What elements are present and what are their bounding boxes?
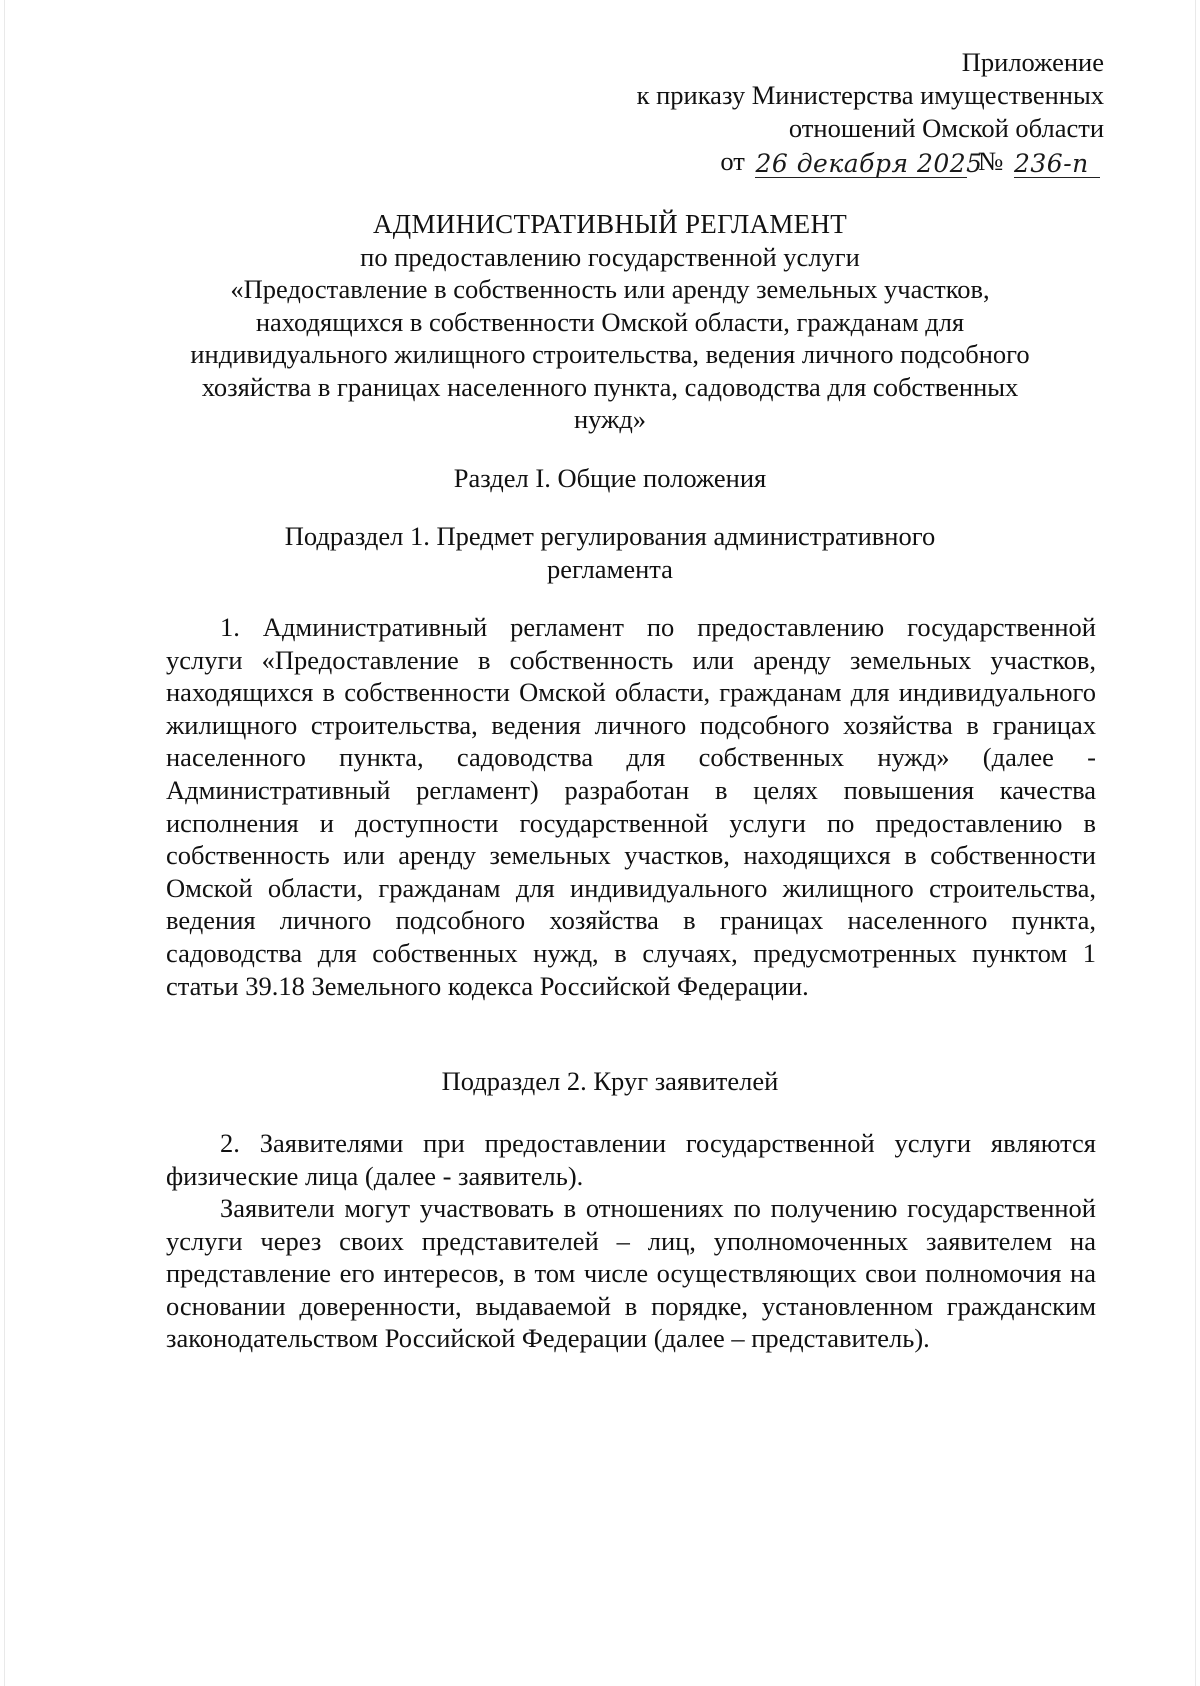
service-name-line-1: «Предоставление в собственность или аренду земельных участков,: [230, 274, 990, 304]
handwritten-date: 26 декабря 2025: [755, 149, 983, 178]
scan-edge-left: [4, 0, 5, 1686]
subsection-1-title: [120, 520, 1100, 585]
number-prefix: №: [978, 146, 1004, 176]
subsection-1-title-line-2: регламента: [547, 553, 673, 584]
service-name-line-2: находящихся в собственности Омской области, гражданам для: [255, 306, 965, 337]
document-title-block: [120, 208, 1100, 436]
service-name-line-3: индивидуального жилищного строительства, ведения личного подсобного: [190, 339, 1030, 369]
subsection-1-title-line-1: Подраздел 1. Предмет регулирования административного: [284, 521, 936, 551]
service-name-line-4: хозяйства в границах населенного пункта, садоводства для собственных: [201, 371, 1019, 402]
service-name-line-5: нужд»: [573, 404, 647, 434]
paragraph-1: 1. Административный регламент по предоставлению государственной услуги «Предоставление в собственность или аренду земельных участков, находящихся в собственности Омской области, гражданам для индивидуального жилищного строительства, ведения личного подсобного хозяйства в границах населенного пункта, садоводства для собственных нужд» (далее - Административный регламент) разработан в целях повышения качества исполнения и доступности государственной услуги по предоставлению в собственность или аренду земельных участков, находящихся в собственности Омской области, гражданам для индивидуального жилищного строительства, ведения личного подсобного хозяйства в границах населенного пункта, садоводства для собственных нужд, в случаях, предусмотренных пунктом 1 статьи 39.18 Земельного кодекса Российской Федерации.: [166, 612, 1096, 1001]
document-title: АДМИНИСТРАТИВНЫЙ РЕГЛАМЕНТ: [372, 209, 848, 239]
appendix-date-number-line: [544, 145, 1104, 178]
paragraph-2: 2. Заявителями при предоставлении государственной услуги являются физические лица (далее - заявитель).: [166, 1128, 1096, 1191]
scan-edge-right: [1195, 0, 1196, 1686]
number-field: [1014, 147, 1100, 178]
appendix-line-1: Приложение: [961, 47, 1104, 77]
date-prefix: от: [720, 146, 745, 176]
document-subtitle: по предоставлению государственной услуги: [360, 241, 860, 272]
section-1-title: Раздел I. Общие положения: [453, 463, 767, 493]
appendix-header: [544, 46, 1104, 178]
subsection-2-title: Подраздел 2. Круг заявителей: [441, 1066, 779, 1096]
handwritten-number: 236-п: [1014, 149, 1089, 178]
date-field: [755, 147, 983, 178]
paragraph-3: Заявители могут участвовать в отношениях по получению государственной услуги через своих представителей – лиц, уполномоченных заявителем на представление его интересов, в том числе осуществляющих свои полномочия на основании доверенности, выдаваемой в порядке, установленном гражданским законодательством Российской Федерации (далее – представитель).: [166, 1193, 1096, 1354]
appendix-line-2: к приказу Министерства имущественных: [636, 80, 1104, 110]
appendix-line-3: отношений Омской области: [788, 113, 1104, 143]
